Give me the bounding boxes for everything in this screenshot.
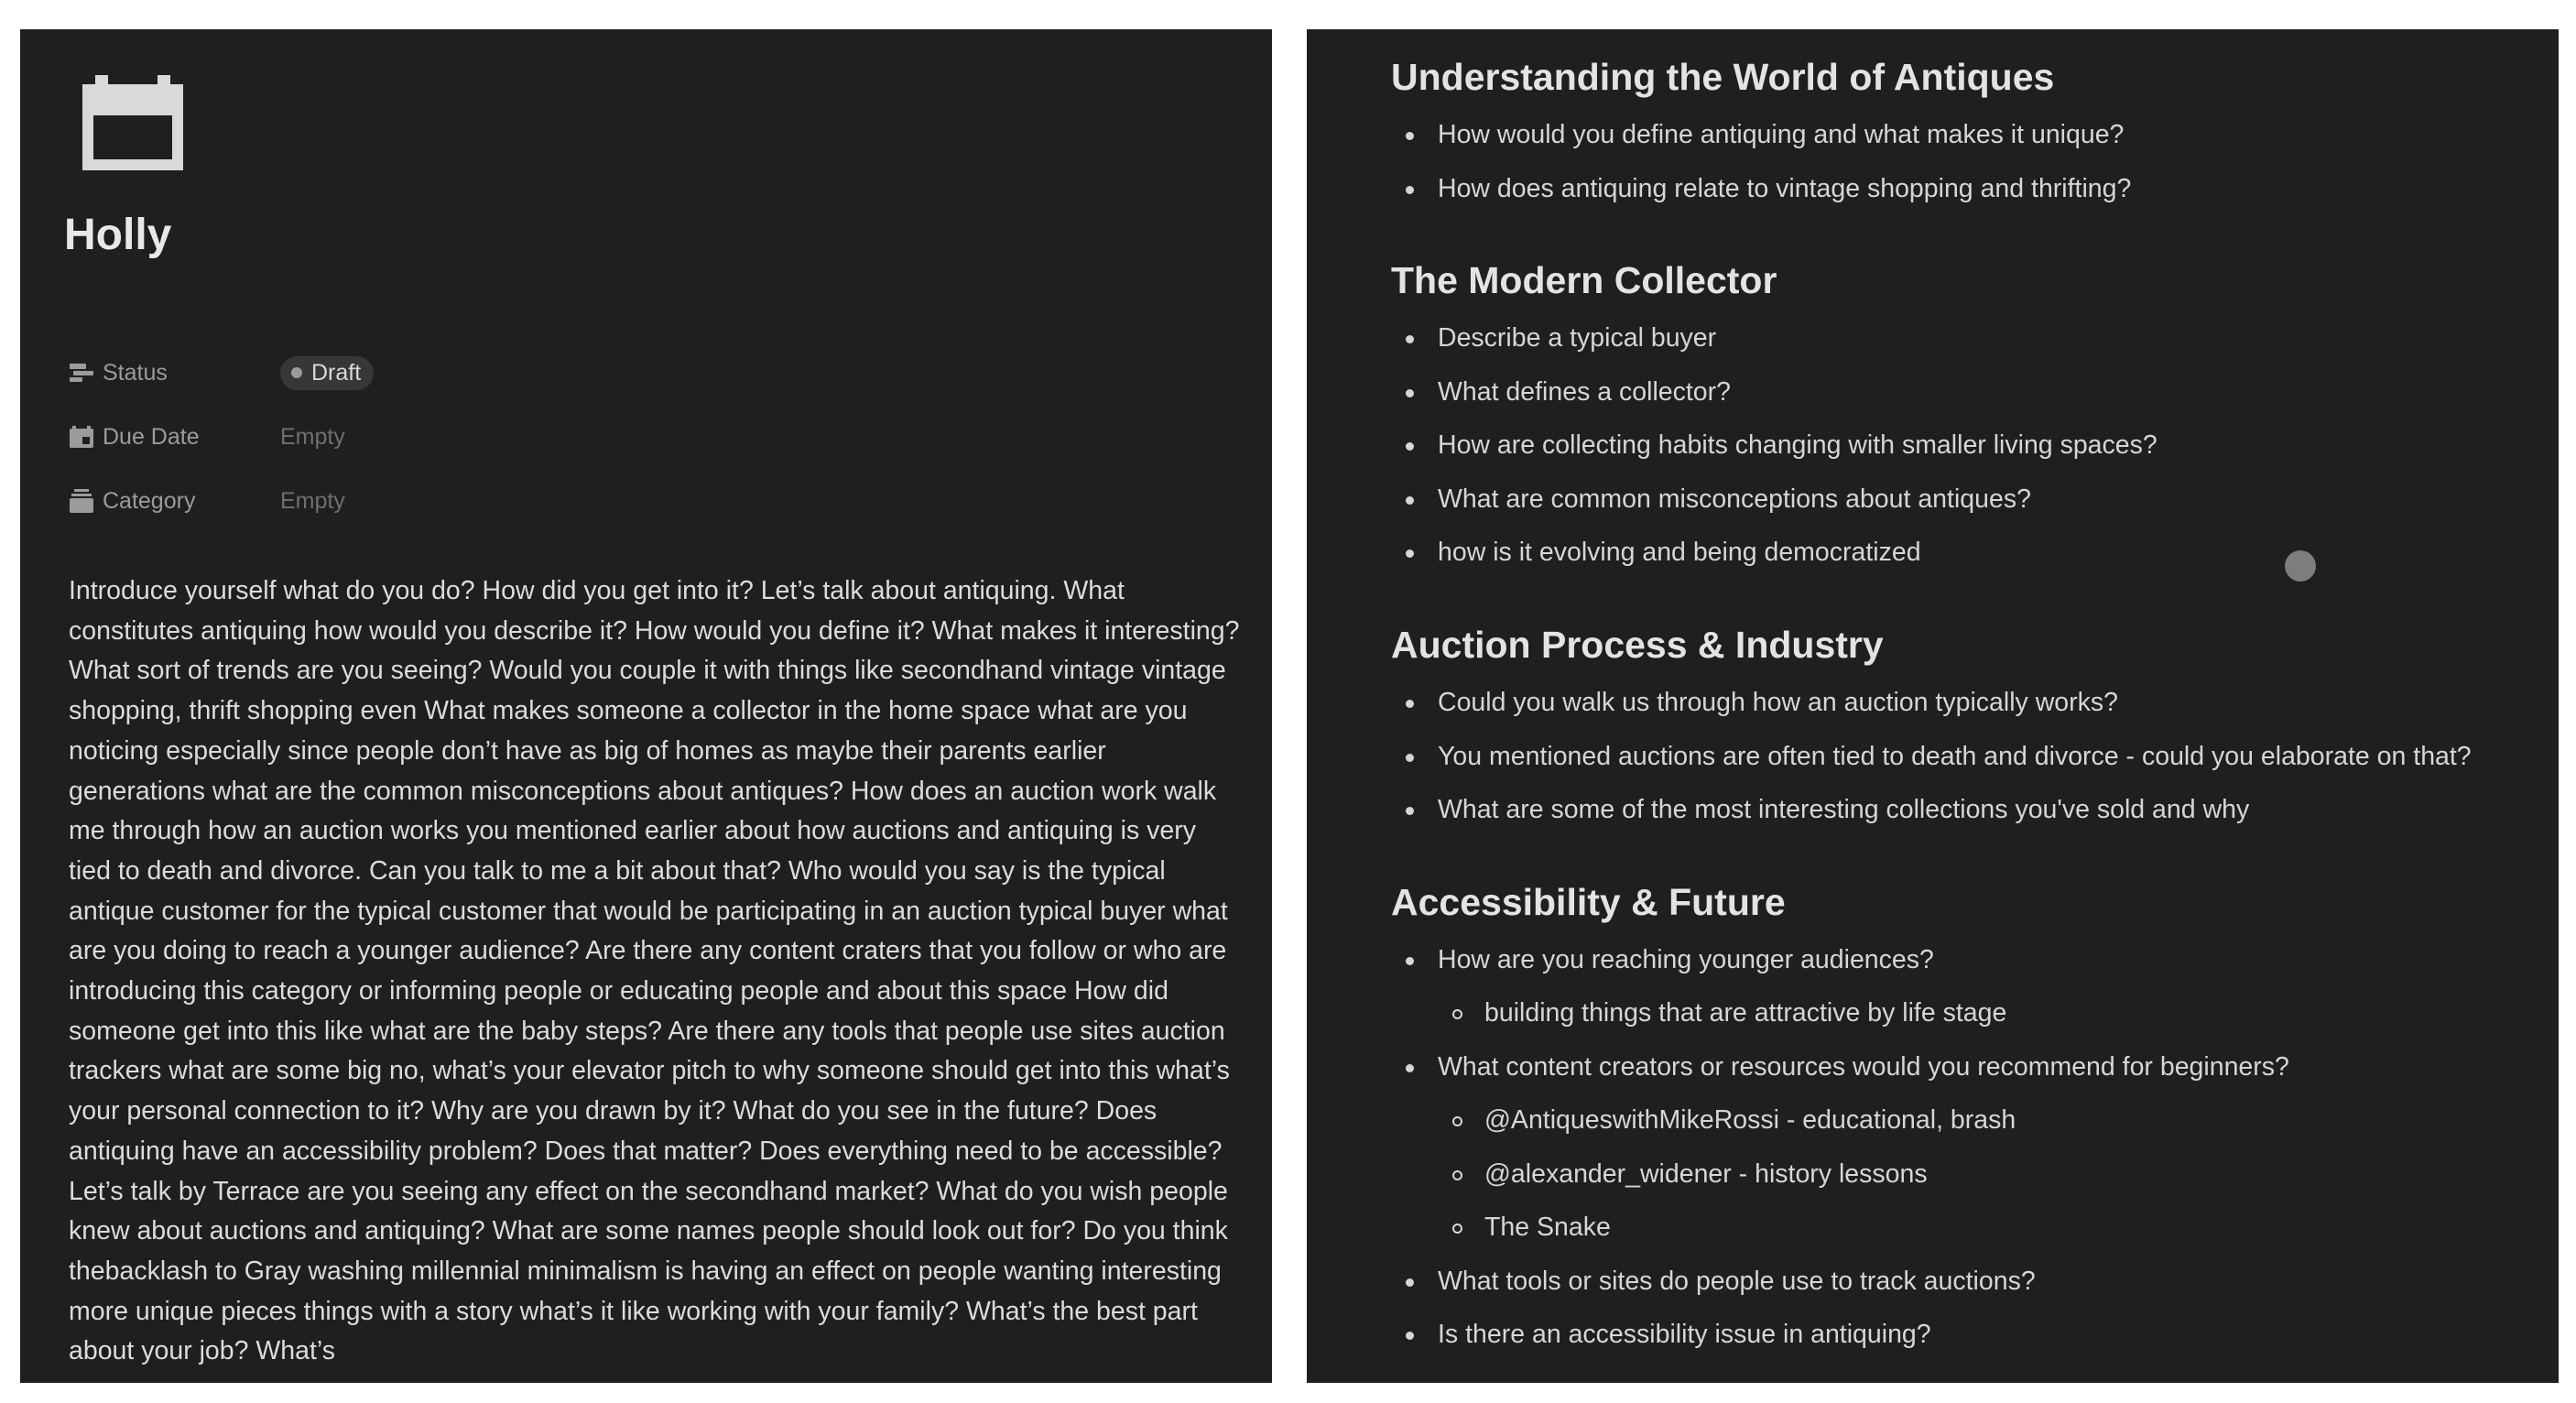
property-status[interactable] xyxy=(68,341,709,405)
status-badge[interactable] xyxy=(280,356,374,390)
calendar-icon[interactable] xyxy=(82,75,183,170)
list-item[interactable]: What defines a collector? xyxy=(1391,365,2545,419)
list-item[interactable]: how is it evolving and being democratized xyxy=(1391,526,2545,580)
section-heading[interactable]: Auction Process & Industry xyxy=(1391,623,1884,666)
category-icon xyxy=(68,487,95,515)
property-category[interactable] xyxy=(68,469,709,533)
section-heading[interactable]: Accessibility & Future xyxy=(1391,880,1786,923)
cursor-indicator xyxy=(2285,550,2316,582)
list-item[interactable]: What are common misconceptions about antiques? xyxy=(1391,473,2545,527)
properties-list xyxy=(68,341,709,533)
sub-list-item[interactable]: The Snake xyxy=(1391,1201,2545,1255)
list-item[interactable]: How does antiquing relate to vintage shopping and thrifting? xyxy=(1391,162,2545,216)
list-item[interactable]: Could you walk us through how an auction typically works? xyxy=(1391,676,2545,730)
list-item[interactable]: What content creators or resources would you recommend for beginners? xyxy=(1391,1040,2545,1094)
sub-list-item[interactable]: @alexander_widener - history lessons xyxy=(1391,1147,2545,1202)
page-properties-panel xyxy=(20,29,1272,1383)
category-value[interactable]: Empty xyxy=(280,487,345,514)
due-date-label: Due Date xyxy=(103,423,200,450)
property-label xyxy=(68,359,280,386)
outline-content xyxy=(1391,29,2545,1362)
section-heading[interactable]: The Modern Collector xyxy=(1391,259,1777,302)
status-label: Status xyxy=(103,359,168,386)
bullet-list xyxy=(1391,676,2545,837)
calendar-icon xyxy=(68,423,95,451)
list-item[interactable]: What are some of the most interesting collections you've sold and why xyxy=(1391,783,2545,837)
status-value: Draft xyxy=(311,359,362,386)
list-item[interactable]: Is there an accessibility issue in antiquing? xyxy=(1391,1308,2545,1362)
bullet-list xyxy=(1391,108,2545,215)
property-due-date[interactable] xyxy=(68,405,709,469)
list-item[interactable]: How are collecting habits changing with smaller living spaces? xyxy=(1391,419,2545,473)
list-item[interactable]: How would you define antiquing and what makes it unique? xyxy=(1391,108,2545,162)
category-label: Category xyxy=(103,487,196,514)
page-title[interactable]: Holly xyxy=(64,211,172,259)
status-icon xyxy=(68,359,95,386)
list-item[interactable]: How are you reaching younger audiences? xyxy=(1391,933,2545,987)
list-item[interactable]: You mentioned auctions are often tied to death and divorce - could you elaborate on that? xyxy=(1391,730,2545,784)
list-item[interactable]: What tools or sites do people use to track auctions? xyxy=(1391,1255,2545,1309)
interview-outline-panel xyxy=(1307,29,2559,1383)
property-label xyxy=(68,487,280,515)
bullet-list xyxy=(1391,933,2545,1362)
list-item[interactable]: Describe a typical buyer xyxy=(1391,311,2545,365)
bullet-list xyxy=(1391,311,2545,580)
notes-paragraph[interactable]: Introduce yourself what do you do? How did you get into it? Let’s talk about antiquing. What constitutes antiquing how would you describe it? How would you define it? What makes it interesting? What sort of trends are you seeing? Would you couple it with things like secondhand vintage vintage shopping, thrift shopping even What makes someone a collector in the home space what are you noticing especially since people don’t have as big of homes as maybe their parents earlier generations what are the common misconceptions about antiques? How does an auction work walk me through how an auction works you mentioned earlier about how auctions and antiquing is very tied to death and divorce. Can you talk to me a bit about that? Who would you say is the typical antique customer for the typical customer that would be participating in an auction typical buyer what are you doing to reach a younger audience? Are there any content craters that you follow or who are introducing this category or informing people or educating people and about this space How did someone get into this like what are the baby steps? Are there any tools that people use sites auction trackers what are some big no, what’s your elevator pitch to why someone should get into this what’s your personal connection to it? Why are you drawn by it? What do you see in the future? Does antiquing have an accessibility problem? Does that matter? Does everything need to be accessible? Let’s talk by Terrace are you seeing any effect on the secondhand market? What do you wish people knew about auctions and antiquing? What are some names people should look out for? Do you think thebacklash to Gray washing millennial minimalism is having an effect on people wanting interesting more unique pieces things with a story what’s it like working with your family? What’s the best part about your job? What’s xyxy=(69,576,1240,1366)
status-dot xyxy=(291,367,302,378)
sub-list-item[interactable]: @AntiqueswithMikeRossi - educational, brash xyxy=(1391,1093,2545,1147)
section-heading[interactable]: Understanding the World of Antiques xyxy=(1391,56,2055,98)
property-label xyxy=(68,423,280,451)
due-date-value[interactable]: Empty xyxy=(280,423,345,450)
sub-list-item[interactable]: building things that are attractive by life stage xyxy=(1391,986,2545,1040)
